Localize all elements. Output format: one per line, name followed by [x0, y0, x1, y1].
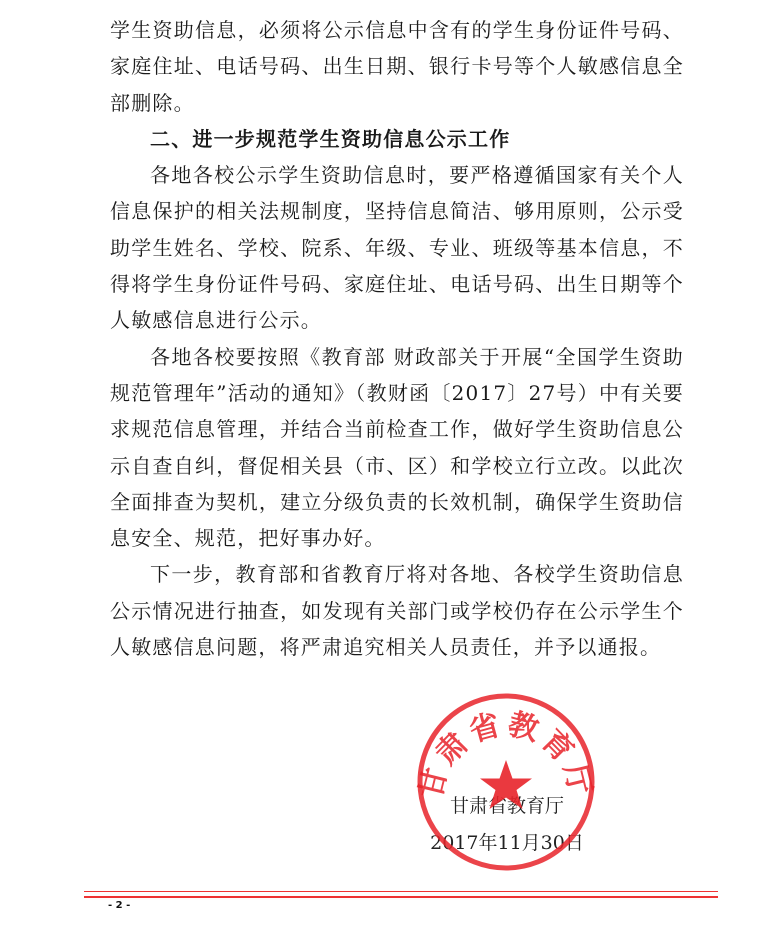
section-heading: 二、进一步规范学生资助信息公示工作	[150, 126, 511, 151]
signature-date: 2017年11月30日	[430, 832, 584, 854]
paragraph-continued: 学生资助信息，必须将公示信息中含有的学生身份证件号码、家庭住址、电话号码、出生日期、银行卡号等个人敏感信息全部删除。	[110, 18, 684, 115]
official-seal-icon	[414, 690, 598, 874]
page-number: - 2 -	[108, 900, 131, 911]
signature-org: 甘肃省教育厅	[449, 795, 564, 817]
footer-rule-thick	[84, 896, 718, 898]
paragraph-self-inspection: 各地各校要按照《教育部 财政部关于开展“全国学生资助规范管理年”活动的通知》（教财函〔2017〕27号）中有关要求规范信息管理，并结合当前检查工作，做好学生资助信息公示自查自纠，督促相关县（市、区）和学校立行立改。以此次全面排查为契机，建立分级负责的长效机制，确保学生资助信息安全、规范，把好事办好。	[110, 344, 684, 551]
paragraph-next-steps: 下一步，教育部和省教育厅将对各地、各校学生资助信息公示情况进行抽查，如发现有关部门或学校仍存在公示学生个人敏感信息问题，将严肃追究相关人员责任，并予以通报。	[110, 562, 684, 660]
paragraph-privacy-rules: 各地各校公示学生资助信息时，要严格遵循国家有关个人信息保护的相关法规制度，坚持信息简洁、够用原则，公示受助学生姓名、学校、院系、年级、专业、班级等基本信息，不得将学生身份证件号码、家庭住址、电话号码、出生日期等个人敏感信息进行公示。	[110, 163, 684, 333]
document-body	[110, 12, 684, 665]
footer-rule-thin	[84, 891, 718, 892]
svg-text:甘肃省教育厅: 甘肃省教育厅	[414, 706, 598, 803]
